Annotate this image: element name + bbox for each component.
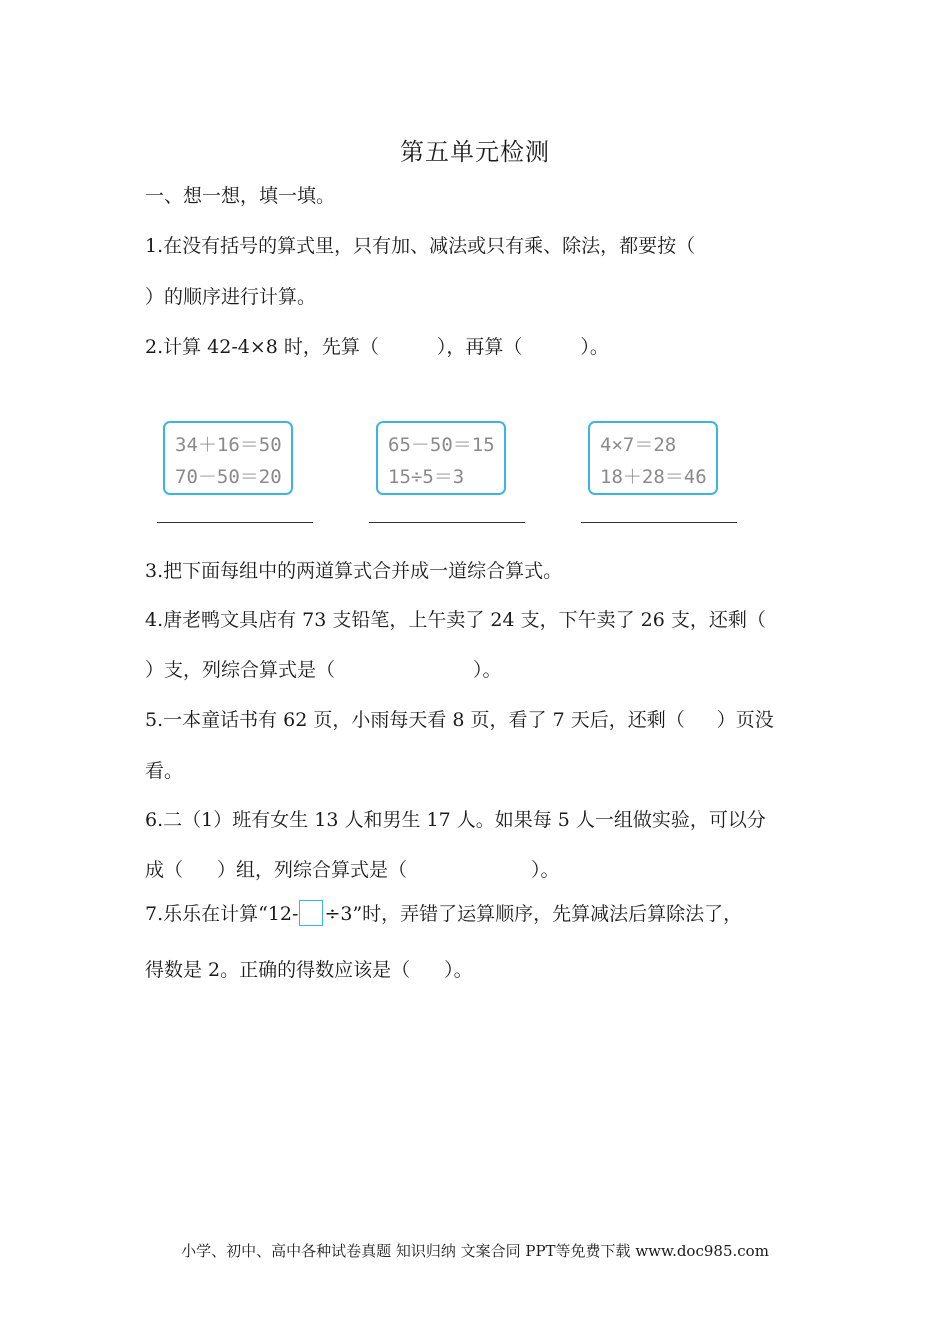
question-7-line-1 bbox=[145, 900, 742, 928]
answer-line-3[interactable] bbox=[581, 522, 737, 523]
question-7-text-a: 7.乐乐在计算“12- bbox=[145, 903, 299, 925]
equation-box-2 bbox=[376, 421, 506, 495]
equation: 65－50＝15 bbox=[388, 434, 495, 456]
question-5-line-1 bbox=[145, 706, 774, 734]
equation: 34＋16＝50 bbox=[175, 434, 282, 456]
question-6-line-1: 6.二（1）班有女生 13 人和男生 17 人。如果每 5 人一组做实验，可以分 bbox=[145, 809, 766, 831]
equation: 4×7＝28 bbox=[600, 434, 677, 456]
page-title: 第五单元检测 bbox=[400, 138, 550, 166]
question-6-line-2 bbox=[145, 856, 560, 884]
missing-number-box[interactable] bbox=[299, 900, 323, 926]
equation: 15÷5＝3 bbox=[388, 466, 465, 488]
question-6-text-b: ）组，列综合算式是（ bbox=[217, 859, 408, 881]
answer-line-1[interactable] bbox=[157, 522, 313, 523]
question-5-text-a: 5.一本童话书有 62 页，小雨每天看 8 页，看了 7 天后，还剩（ bbox=[145, 709, 685, 731]
question-4-text-b: ）。 bbox=[473, 659, 502, 681]
equation: 70－50＝20 bbox=[175, 466, 282, 488]
question-2-text-a: 2.计算 42-4×8 时，先算（ bbox=[145, 336, 379, 358]
question-7-text-c: 得数是 2。正确的得数应该是（ bbox=[145, 959, 411, 981]
footer-text: 小学、初中、高中各种试卷真题 知识归纳 文案合同 PPT等免费下载 www.doc985.com bbox=[181, 1242, 769, 1260]
question-6-text-a: 成（ bbox=[145, 859, 184, 881]
question-4-text-a: ）支，列综合算式是（ bbox=[145, 659, 336, 681]
question-1-line-2: ）的顺序进行计算。 bbox=[145, 286, 317, 308]
question-2 bbox=[145, 333, 609, 361]
equation-box-3 bbox=[588, 421, 718, 495]
question-1-line-1: 1.在没有括号的算式里，只有加、减法或只有乘、除法，都要按（ bbox=[145, 235, 696, 257]
answer-line-2[interactable] bbox=[369, 522, 525, 523]
question-7-line-2 bbox=[145, 956, 473, 984]
section-heading: 一、想一想，填一填。 bbox=[145, 185, 336, 207]
question-3: 3.把下面每组中的两道算式合并成一道综合算式。 bbox=[145, 560, 563, 582]
question-5-line-2: 看。 bbox=[145, 760, 184, 782]
question-7-text-d: ）。 bbox=[444, 959, 473, 981]
question-4-line-1: 4.唐老鸭文具店有 73 支铅笔，上午卖了 24 支，下午卖了 26 支，还剩（ bbox=[145, 609, 766, 631]
question-4-line-2 bbox=[145, 656, 502, 684]
equation: 18＋28＝46 bbox=[600, 466, 707, 488]
question-6-text-c: ）。 bbox=[531, 859, 560, 881]
question-7-text-b: ÷3”时，弄错了运算顺序，先算减法后算除法了， bbox=[324, 903, 743, 925]
question-2-text-b: ），再算（ bbox=[436, 336, 523, 358]
question-5-text-b: ）页没 bbox=[716, 709, 774, 731]
equation-box-1 bbox=[163, 421, 293, 495]
question-2-text-c: ）。 bbox=[580, 336, 609, 358]
